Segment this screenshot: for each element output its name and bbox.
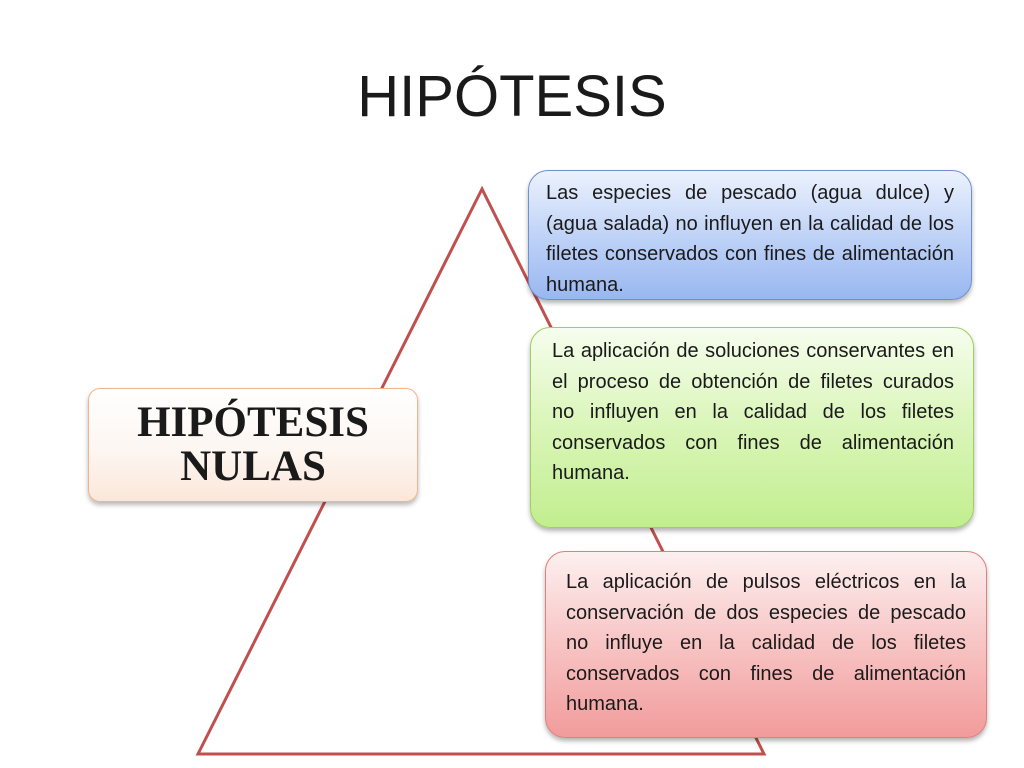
hypothesis-text-3: La aplicación de pulsos eléctricos en la conservación de dos especies de pescado no influye en la calidad de los filetes conservados con fines de alimentación humana. [566,571,966,715]
hypothesis-box-fish-species [528,170,972,300]
hypothesis-box-electric-pulses [545,551,987,738]
null-hypotheses-label-box [88,388,418,502]
hypothesis-text-1: Las especies de pescado (agua dulce) y (agua salada) no influyen en la calidad de los filetes conservados con fines de alimentación humana. [546,182,954,296]
null-hypotheses-label: HIPÓTESIS NULAS [137,399,369,490]
hypothesis-box-preservative-solutions [530,327,974,528]
hypothesis-text-2: La aplicación de soluciones conservantes en el proceso de obtención de filetes curados no influyen en la calidad de los filetes conservados con fines de alimentación humana. [552,340,954,484]
slide-title: HIPÓTESIS [357,64,667,129]
